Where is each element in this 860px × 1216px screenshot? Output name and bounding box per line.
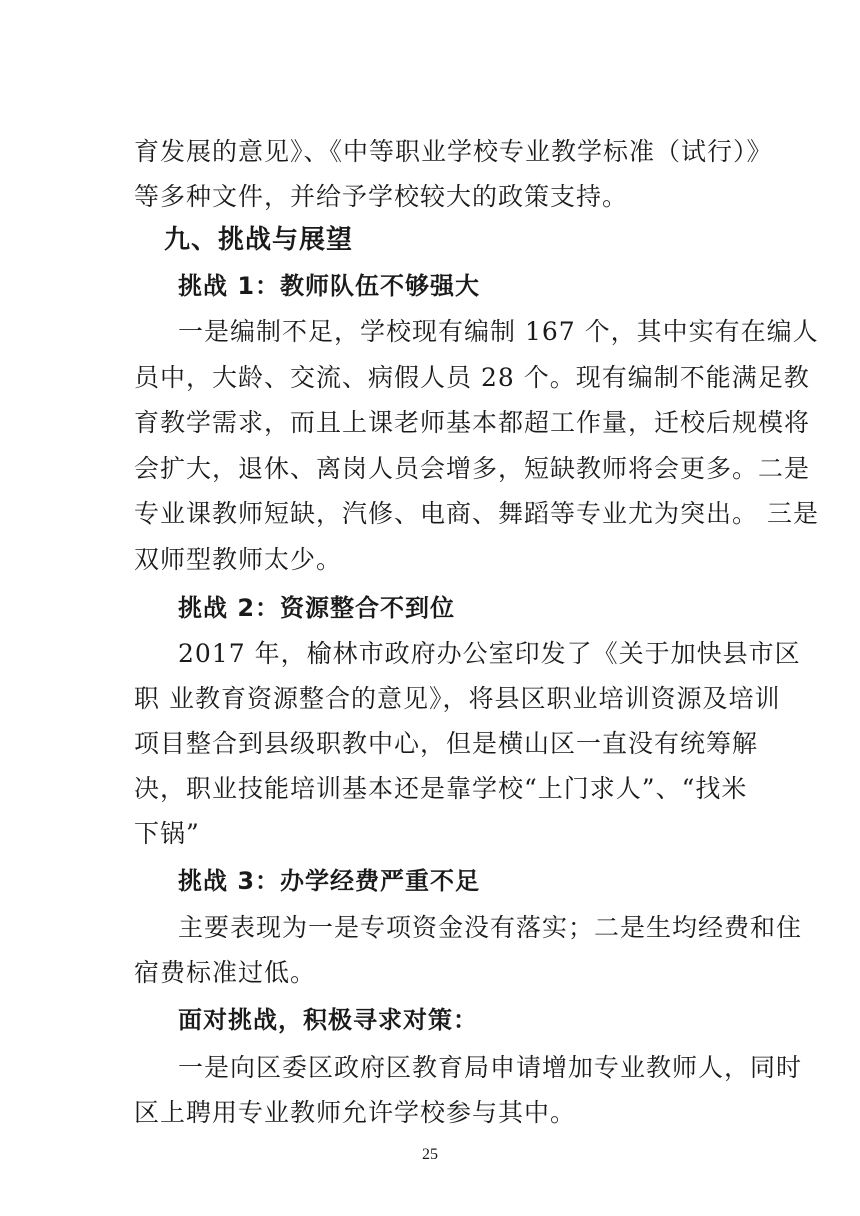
body-text-line: 员中，大龄、交流、病假人员 28 个。现有编制不能满足教 xyxy=(134,363,810,392)
body-text-line: 决，职业技能培训基本还是靠学校“上门求人”、“找米 xyxy=(134,774,748,803)
page-number: 25 xyxy=(422,1146,438,1163)
body-text-line: 一是编制不足，学校现有编制 167 个，其中实有在编人 xyxy=(178,317,819,346)
body-text-line: 项目整合到县级职教中心，但是横山区一直没有统筹解 xyxy=(134,729,759,758)
body-text-line: 区上聘用专业教师允许学校参与其中。 xyxy=(134,1098,577,1127)
body-text-line: 一是向区委区政府区教育局申请增加专业教师人，同时 xyxy=(178,1053,803,1082)
body-text-line: 等多种文件，并给予学校较大的政策支持。 xyxy=(134,182,629,211)
body-text-line: 2017 年，榆林市政府办公室印发了《关于加快县市区 xyxy=(178,639,801,668)
body-text-line: 宿费标准过低。 xyxy=(134,958,317,987)
body-text-line: 专业课教师短缺，汽修、电商、舞蹈等专业尤为突出。 三是 xyxy=(134,499,819,528)
body-text-line: 育教学需求，而且上课老师基本都超工作量，迁校后规模将 xyxy=(134,408,811,437)
challenge-3-heading: 挑战 3：办学经费严重不足 xyxy=(178,867,481,895)
body-text-line: 育发展的意见》、《中等职业学校专业教学标准（试行）》 xyxy=(134,137,773,166)
body-text-line: 下锅” xyxy=(134,819,200,848)
body-text-line: 职 业教育资源整合的意见》，将县区职业培训资源及培训 xyxy=(134,684,781,713)
section-heading: 九、挑战与展望 xyxy=(164,224,354,255)
body-text-line: 主要表现为一是专项资金没有落实；二是生均经费和住 xyxy=(178,913,803,942)
challenge-1-heading: 挑战 1：教师队伍不够强大 xyxy=(178,272,481,300)
countermeasures-heading: 面对挑战，积极寻求对策： xyxy=(178,1006,478,1034)
challenge-2-heading: 挑战 2：资源整合不到位 xyxy=(178,594,456,622)
body-text-line: 会扩大，退休、离岗人员会增多，短缺教师将会更多。二是 xyxy=(134,454,811,483)
body-text-line: 双师型教师太少。 xyxy=(134,545,343,574)
